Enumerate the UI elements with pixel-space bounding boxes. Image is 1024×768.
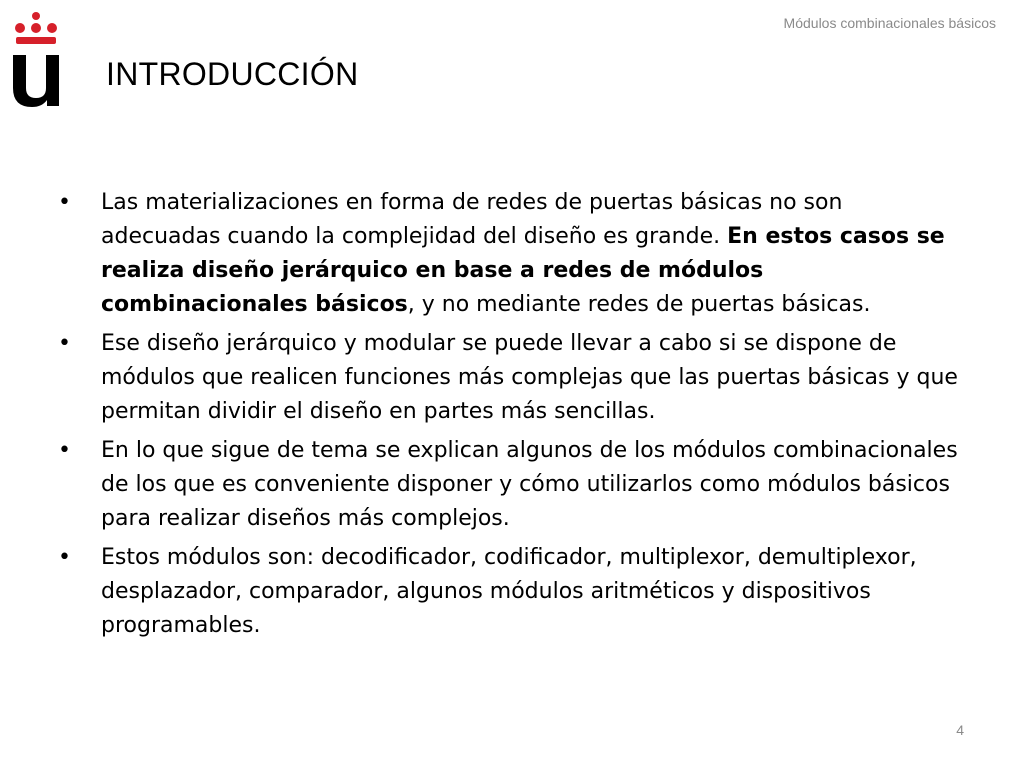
bullet-icon: •	[58, 331, 71, 356]
bullet-list	[58, 186, 963, 643]
bullet-item-3	[58, 434, 963, 536]
slide-content	[58, 186, 963, 648]
bullet-item-4	[58, 541, 963, 643]
bullet-1-bold-text: En estos casos se realiza diseño jerárquico en base a redes de módulos combinacionales básicos	[101, 224, 945, 317]
bullet-item-2	[58, 327, 963, 429]
bullet-item-1	[58, 186, 963, 322]
bullet-icon: •	[58, 190, 71, 215]
bullet-2-text: Ese diseño jerárquico y modular se puede llevar a cabo si se dispone de módulos que realicen funciones más complejas que las puertas básicas y que permitan dividir el diseño en partes más sencillas.	[101, 331, 958, 424]
university-logo-icon	[10, 10, 62, 110]
bullet-1-text: Las materializaciones en forma de redes de puertas básicas no son adecuadas cuando la complejidad del diseño es grande.	[101, 190, 843, 249]
bullet-icon: •	[58, 438, 71, 463]
header-subject: Módulos combinacionales básicos	[783, 15, 996, 31]
bullet-4-text: Estos módulos son: decodificador, codificador, multiplexor, demultiplexor, desplazador, comparador, algunos módulos aritméticos y dispositivos programables.	[101, 545, 917, 638]
bullet-icon: •	[58, 545, 71, 570]
bullet-3-text: En lo que sigue de tema se explican algunos de los módulos combinacionales de los que es conveniente disponer y cómo utilizarlos como módulos básicos para realizar diseños más complejos.	[101, 438, 958, 531]
slide-title: INTRODUCCIÓN	[106, 56, 359, 92]
page-number: 4	[956, 722, 964, 738]
bullet-1-text-after: , y no mediante redes de puertas básicas.	[407, 292, 871, 317]
